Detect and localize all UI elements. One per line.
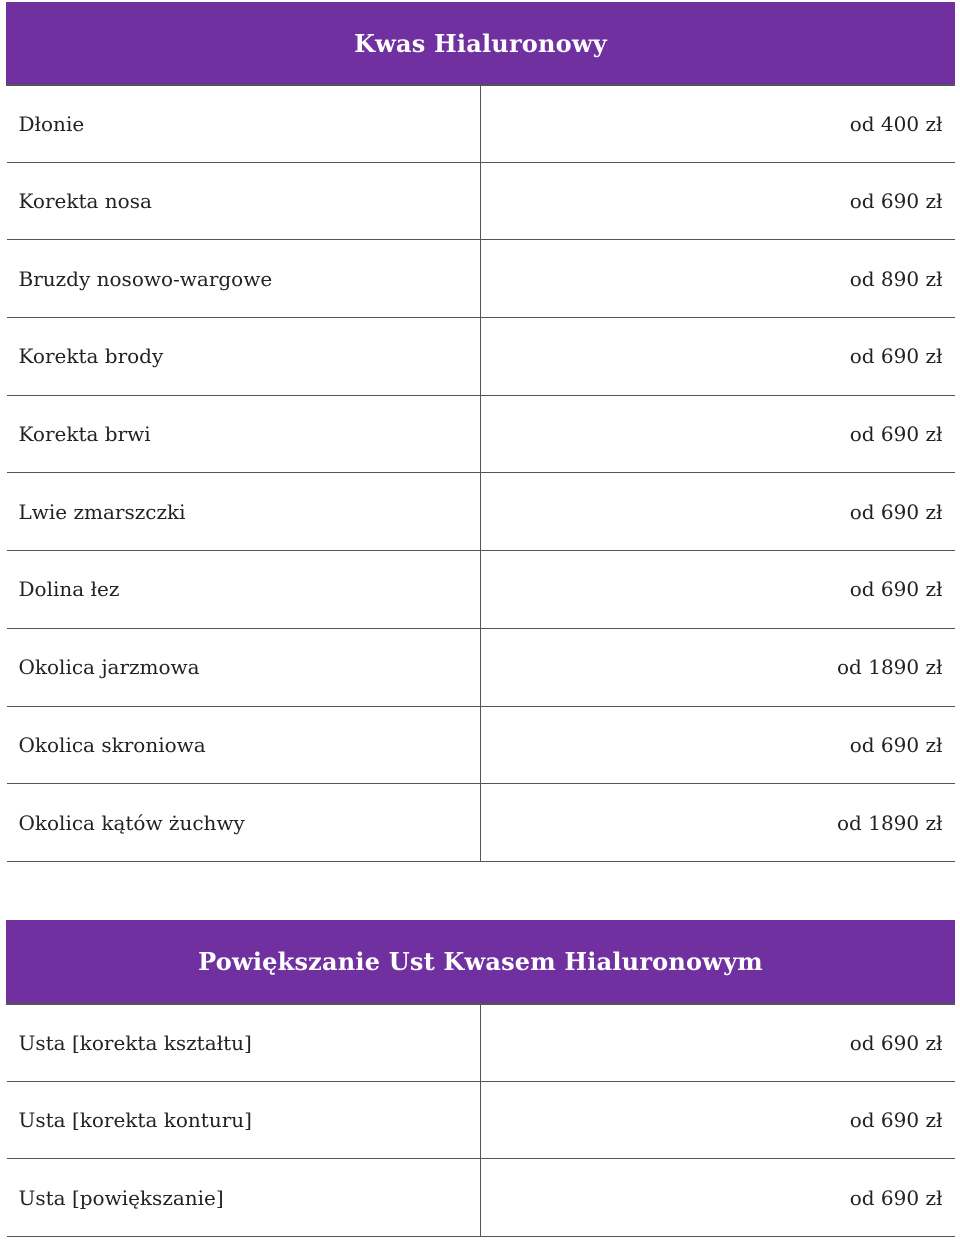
treatment-price: od 1890 zł (481, 784, 955, 862)
table-row (7, 240, 955, 318)
treatment-name: Usta [korekta konturu] (7, 1081, 481, 1159)
treatment-price: od 690 zł (481, 1081, 955, 1159)
treatment-name: Okolica jarzmowa (7, 628, 481, 706)
table-row (7, 1081, 955, 1159)
price-table-powiekszanie-ust (6, 920, 955, 1237)
treatment-name: Dłonie (7, 85, 481, 163)
treatment-price: od 890 zł (481, 240, 955, 318)
table-row (7, 318, 955, 396)
treatment-name: Usta [powiększanie] (7, 1159, 481, 1237)
treatment-price: od 690 zł (481, 551, 955, 629)
treatment-name: Korekta brwi (7, 395, 481, 473)
treatment-price: od 690 zł (481, 318, 955, 396)
treatment-name: Okolica skroniowa (7, 706, 481, 784)
table-row (7, 706, 955, 784)
table-row (7, 551, 955, 629)
treatment-name: Korekta nosa (7, 162, 481, 240)
treatment-name: Lwie zmarszczki (7, 473, 481, 551)
treatment-name: Bruzdy nosowo-wargowe (7, 240, 481, 318)
treatment-name: Usta [korekta kształtu] (7, 1004, 481, 1082)
treatment-name: Korekta brody (7, 318, 481, 396)
section-title: Powiększanie Ust Kwasem Hialuronowym (7, 921, 955, 1004)
treatment-name: Dolina łez (7, 551, 481, 629)
table-row (7, 1004, 955, 1082)
treatment-price: od 690 zł (481, 162, 955, 240)
price-table-kwas-hialuronowy (6, 2, 955, 862)
treatment-name: Okolica kątów żuchwy (7, 784, 481, 862)
table-header-row (7, 921, 955, 1004)
table-row (7, 784, 955, 862)
table-row (7, 628, 955, 706)
treatment-price: od 690 zł (481, 395, 955, 473)
table-row (7, 395, 955, 473)
treatment-price: od 690 zł (481, 706, 955, 784)
table-header-row (7, 3, 955, 85)
treatment-price: od 690 zł (481, 1159, 955, 1237)
treatment-price: od 690 zł (481, 1004, 955, 1082)
table-row (7, 473, 955, 551)
table-row (7, 1159, 955, 1237)
treatment-price: od 400 zł (481, 85, 955, 163)
table-row (7, 85, 955, 163)
treatment-price: od 690 zł (481, 473, 955, 551)
treatment-price: od 1890 zł (481, 628, 955, 706)
table-row (7, 162, 955, 240)
section-title: Kwas Hialuronowy (7, 3, 955, 85)
